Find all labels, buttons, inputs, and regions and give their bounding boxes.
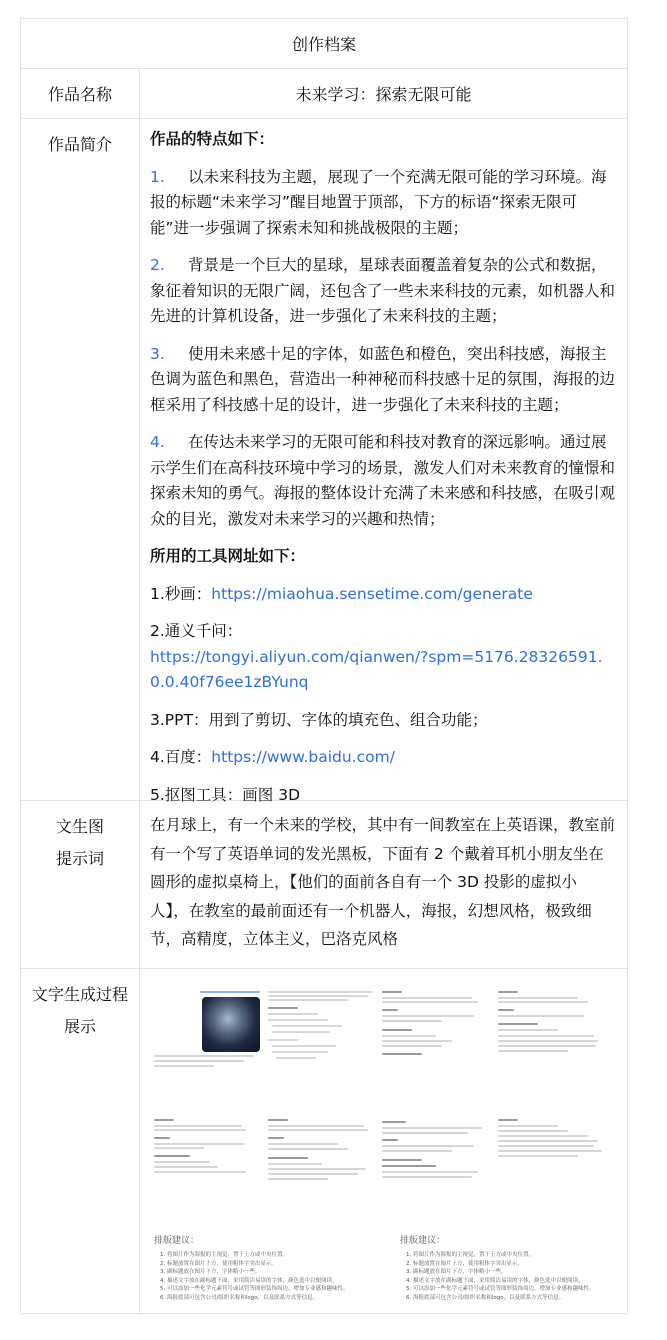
screenshot-thumb-3: [380, 989, 490, 1069]
header-row: [21, 19, 627, 69]
layout-tips-card-1: 排版建议： 1. 将图片作为海报的主视觉，置于上方或中央位置。 2. 标题放置在图片上方，使用粗体字突出显示。 3. 副标题放在图片下方，字体略小一些。 4. 描述文字放在副标题下面，采用简洁易读的字体，颜色选中以便阅读。 5. 可以添加一些化学元素符号或试管等图形装饰周边，增加专业感和趣味性。 6. 海报底部可包含公司/组织名称和logo，以及联系方式等信息。: [150, 1231, 380, 1311]
work-name-label-cell: [21, 69, 140, 118]
feature-item: 2. 背景是一个巨大的星球，星球表面覆盖着复杂的公式和数据，象征着知识的无限广阔，还包含了一些未来科技的元素，如机器人和先进的计算机设备，进一步强化了未来科技的主题；: [150, 256, 616, 325]
tool-link[interactable]: https://tongyi.aliyun.com/qianwen/?spm=5176.28326591.0.0.40f76ee1zBYunq: [150, 647, 603, 691]
tool-item: 5.抠图工具：画图 3D: [150, 785, 301, 804]
intro-label: 作品简介: [47, 135, 112, 154]
process-label-line1: 文字生成过程: [31, 985, 128, 1004]
prompt-label-cell: [21, 801, 140, 968]
intro-label-cell: [21, 119, 140, 800]
screenshot-thumb-2: [266, 989, 376, 1069]
layout-tips-card-2: 排版建议： 1. 将图片作为海报的主视觉，置于上方或中央位置。 2. 标题放置在图片上方，使用粗体字突出显示。 3. 副标题放在图片下方，字体略小一些。 4. 描述文字放在副标题下面，采用简洁易读的字体，颜色选中以便阅读。 5. 可以添加一些化学元素符号或试管等图形装饰周边，增加专业感和趣味性。 6. 海报底部可包含公司/组织名称和logo，以及联系方式等信息。: [396, 1231, 626, 1311]
creation-archive-table: [20, 18, 628, 1314]
screenshot-thumb-5: [152, 1117, 262, 1187]
tool-link[interactable]: https://miaohua.sensetime.com/generate: [211, 584, 533, 603]
tools-heading: 所用的工具网址如下：: [150, 547, 306, 565]
feature-item: 4. 在传达未来学习的无限可能和科技对教育的深远影响。通过展示学生们在高科技环境中学习的场景，激发人们对未来教育的憧憬和探索未知的勇气。海报的整体设计充满了未来感和科技感，在吸引观众的目光，激发对未来学习的兴趣和热情；: [150, 433, 616, 528]
process-label-cell: [21, 969, 140, 1315]
prompt-text: 在月球上，有一个未来的学校，其中有一间教室在上英语课，教室前有一个写了英语单词的发光黑板，下面有 2 个戴着耳机小朋友坐在圆形的虚拟桌椅上，【他们的面前各自有一个 3D 投影的虚拟小人】，在教室的最前面还有一个机器人，海报，幻想风格，极致细节，高精度，立体主义，巴洛克风格: [150, 816, 616, 948]
feature-item: 3. 使用未来感十足的字体，如蓝色和橙色，突出科技感，海报主色调为蓝色和黑色，营造出一种神秘而科技感十足的氛围，海报的边框采用了科技感十足的设计，进一步强化了未来科技的主题；: [150, 344, 616, 414]
tool-link[interactable]: https://www.baidu.com/: [211, 748, 395, 766]
intro-content: [140, 119, 627, 804]
features-heading: 作品的特点如下：: [150, 130, 275, 148]
process-row: [21, 969, 627, 1315]
work-name-value-cell: [140, 69, 627, 118]
tool-item: 1.秒画：https://miaohua.sensetime.com/generate: [150, 584, 533, 603]
work-name-row: [21, 69, 627, 119]
process-screenshots: [140, 969, 627, 1315]
tool-item: 2.通义千问： https://tongyi.aliyun.com/qianwen/?spm=5176.28326591.0.0.40f76ee1zBYunq: [150, 622, 603, 691]
screenshot-thumb-6: [266, 1117, 376, 1187]
process-label-line2: 展示: [63, 1017, 96, 1036]
work-name-value: 未来学习：探索无限可能: [295, 85, 472, 104]
tool-item: 3.PPT：用到了剪切、字体的填充色、组合功能；: [150, 710, 488, 729]
screenshot-thumb-1: [152, 989, 262, 1069]
planet-poster-image: [202, 997, 260, 1052]
screenshot-thumb-7: [380, 1117, 490, 1187]
tool-item: 4.百度：https://www.baidu.com/: [150, 748, 395, 766]
work-name-label: 作品名称: [47, 85, 112, 104]
prompt-label-line1: 文生图: [55, 817, 104, 836]
prompt-row: [21, 801, 627, 969]
table-title: 创作档案: [291, 35, 356, 54]
feature-item: 1. 以未来科技为主题，展现了一个充满无限可能的学习环境。海报的标题“未来学习”醒目地置于顶部，下方的标语“探索无限可能”进一步强调了探索未知和挑战极限的主题；: [150, 167, 607, 237]
intro-row: [21, 119, 627, 804]
prompt-label-line2: 提示词: [55, 849, 104, 868]
screenshot-thumb-8: [496, 1117, 606, 1187]
screenshot-thumb-4: [496, 989, 606, 1069]
